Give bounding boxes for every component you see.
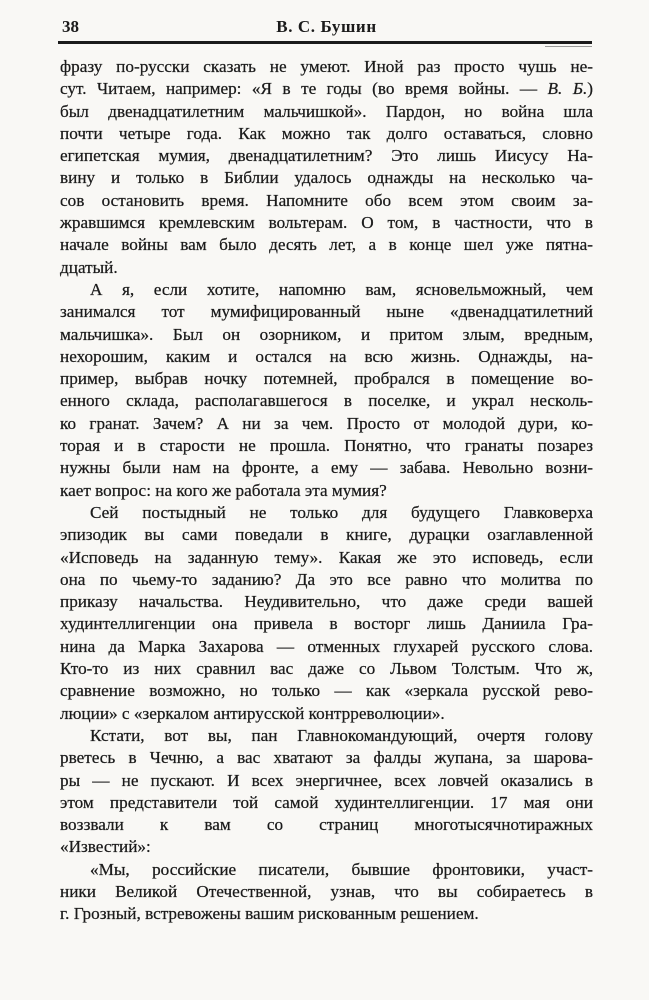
text-line: вину и только в Библии удалось однажды на несколько ча- bbox=[60, 168, 593, 188]
text-line: эпизодик вы сами поведали в книге, дурацки озаглавленной bbox=[60, 525, 593, 545]
text-segment: сут. Читаем, например: «Я в те годы (во время войны. — bbox=[60, 79, 548, 99]
text-line: кает вопрос: на кого же работала эта мумия? bbox=[60, 480, 387, 500]
paragraph bbox=[60, 502, 593, 725]
text-line: ко гранат. Зачем? А ни за чем. Просто от молодой дури, ко- bbox=[60, 413, 593, 433]
text-line: жравшимся кремлевским вольтерам. О том, в частности, что в bbox=[60, 213, 593, 233]
text-line: начале войны вам было десять лет, а в конце шел уже пятна- bbox=[60, 235, 593, 255]
text-line bbox=[60, 78, 593, 100]
text-line: А я, если хотите, напомню вам, ясновельможный, чем bbox=[90, 279, 593, 299]
text-line: «Мы, российские писатели, бывшие фронтовики, участ- bbox=[90, 859, 593, 879]
text-line: мальчишка». Был он озорником, и притом злым, вредным, bbox=[60, 324, 593, 344]
text-line: ники Великой Отечественной, узнав, что вы собираетесь в bbox=[60, 881, 593, 901]
text-line: худинтеллигенции она привела в восторг лишь Даниила Гра- bbox=[60, 614, 593, 634]
paragraph bbox=[60, 279, 593, 502]
text-line: ры — не пускают. И всех энергичнее, всех ловчей оказались в bbox=[60, 770, 593, 790]
text-line: енного склада, располагавшегося в поселке, и украл несколь- bbox=[60, 391, 593, 411]
text-line: египетская мумия, двенадцатилетним? Это лишь Иисусу На- bbox=[60, 146, 593, 166]
text-line: она по чьему-то заданию? Да это все равно что молитва по bbox=[60, 569, 593, 589]
paragraph bbox=[60, 725, 593, 859]
text-line: приказу начальства. Неудивительно, что даже среди вашей bbox=[60, 592, 593, 612]
text-line: сов остановить время. Напомните обо всем этом своим за- bbox=[60, 190, 593, 210]
text-line: пример, выбрав ночку потемней, пробрался в помещение во- bbox=[60, 369, 593, 389]
text-line: занимался тот мумифицированный ныне «двенадцатилетний bbox=[60, 302, 593, 322]
text-line: нужны были нам на фронте, а ему — забава. Невольно возни- bbox=[60, 458, 593, 478]
paragraph bbox=[60, 56, 593, 279]
text-line: нина да Марка Захарова — отменных глухарей русского слова. bbox=[60, 636, 593, 656]
page-text bbox=[60, 56, 593, 926]
text-line: был двенадцатилетним мальчишкой». Пардон, но война шла bbox=[60, 101, 593, 121]
header-rule bbox=[58, 41, 592, 44]
text-line: г. Грозный, встревожены вашим рискованным решением. bbox=[60, 904, 479, 924]
header-rule-fragment bbox=[545, 46, 592, 47]
text-line: почти четыре года. Как можно так долго оставаться, словно bbox=[60, 123, 593, 143]
text-line: воззвали к вам со страниц многотысячнотиражных bbox=[60, 815, 593, 835]
text-line: дцатый. bbox=[60, 257, 118, 277]
running-title: В. С. Бушин bbox=[276, 17, 377, 36]
text-line: фразу по-русски сказать не умеют. Иной раз просто чушь не- bbox=[60, 57, 593, 76]
text-line: Кто-то из них сравнил вас даже со Львом Толстым. Что ж, bbox=[60, 659, 593, 679]
text-line: люции» с «зеркалом антирусской контрреволюции». bbox=[60, 703, 445, 723]
text-line: «Известий»: bbox=[60, 837, 151, 857]
text-segment: ) bbox=[587, 79, 593, 99]
text-line: торая и в старости не прошла. Понятно, что гранаты позарез bbox=[60, 436, 593, 456]
text-line: Сей постыдный не только для будущего Главковерха bbox=[90, 502, 593, 522]
text-line: «Исповедь на заданную тему». Какая же это исповедь, если bbox=[60, 547, 593, 567]
text-line: сравнение возможно, но только — как «зеркала русской рево- bbox=[60, 681, 593, 701]
text-line: этом представители той самой худинтеллигенции. 17 мая они bbox=[60, 792, 593, 812]
paragraph bbox=[60, 859, 593, 926]
author-initials: В. Б. bbox=[547, 79, 588, 99]
text-line: рветесь в Чечню, а вас хватают за фалды жупана, за шарова- bbox=[60, 748, 593, 768]
text-line: нехорошим, каким и остался на всю жизнь. Однажды, на- bbox=[60, 346, 593, 366]
text-line: Кстати, вот вы, пан Главнокомандующий, очертя голову bbox=[90, 725, 593, 745]
page-number: 38 bbox=[62, 17, 79, 36]
